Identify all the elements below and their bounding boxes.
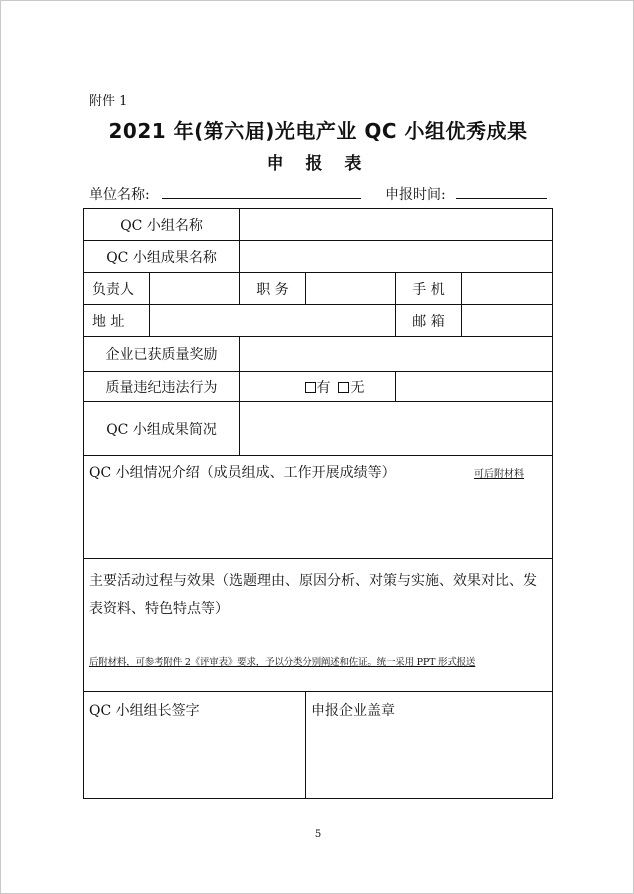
intro-note: 可后附材料 [474,469,524,480]
group-name-label: QC 小组名称 [84,209,240,241]
leader-sign-label: QC 小组组长签字 [89,703,200,719]
position-label: 职 务 [240,273,306,305]
address-input[interactable] [150,305,396,337]
violation-no-label: 无 [350,379,365,396]
violation-yes-label: 有 [316,379,331,396]
result-name-label: QC 小组成果名称 [84,241,240,273]
table-row [84,692,553,799]
checkbox-no[interactable] [338,382,349,393]
checkbox-yes[interactable] [305,382,316,393]
unit-name-label: 单位名称: [89,187,150,203]
company-seal-cell[interactable] [306,692,553,799]
table-row [84,209,553,241]
document-subtitle: 申 报 表 [266,154,370,174]
table-row [84,305,553,337]
summary-label: QC 小组成果简况 [84,402,240,456]
email-label: 邮 箱 [396,305,462,337]
violation-label: 质量违纪违法行为 [84,372,240,402]
process-note: 后附材料，可参考附件 2《评审表》要求，予以分类分别阐述和佐证。统一采用 PPT 形式报送 [89,657,476,668]
email-input[interactable] [462,305,553,337]
awards-input[interactable] [240,337,553,372]
intro-cell[interactable] [84,456,553,559]
unit-name-field[interactable] [162,198,361,199]
application-form-table [83,208,553,799]
submit-date-field[interactable] [456,198,547,199]
process-label: 主要活动过程与效果（选题理由、原因分析、对策与实施、效果对比、发表资料、特色特点等） [89,573,537,617]
submit-date-label: 申报时间: [385,187,446,203]
table-row [84,456,553,559]
intro-label: QC 小组情况介绍（成员组成、工作开展成绩等） [89,465,396,481]
violation-yes-option[interactable] [240,372,396,402]
phone-label: 手 机 [396,273,462,305]
violation-no-option[interactable] [350,372,553,402]
attachment-label: 附件 1 [89,94,128,109]
document-title: 2021 年(第六届)光电产业 QC 小组优秀成果 [108,119,528,143]
table-row [84,402,553,456]
table-row [84,372,553,402]
company-seal-label: 申报企业盖章 [311,703,396,719]
process-cell[interactable] [84,559,553,692]
table-row [84,337,553,372]
table-row [84,559,553,692]
phone-input[interactable] [462,273,553,305]
table-row [84,273,553,305]
leader-input[interactable] [150,273,240,305]
awards-label: 企业已获质量奖励 [84,337,240,372]
result-name-input[interactable] [240,241,553,273]
address-label: 地 址 [84,305,150,337]
page-number: 5 [314,829,322,840]
group-name-input[interactable] [240,209,553,241]
table-row [84,241,553,273]
summary-input[interactable] [240,402,553,456]
leader-label: 负责人 [84,273,150,305]
position-input[interactable] [306,273,396,305]
leader-sign-cell[interactable] [84,692,306,799]
